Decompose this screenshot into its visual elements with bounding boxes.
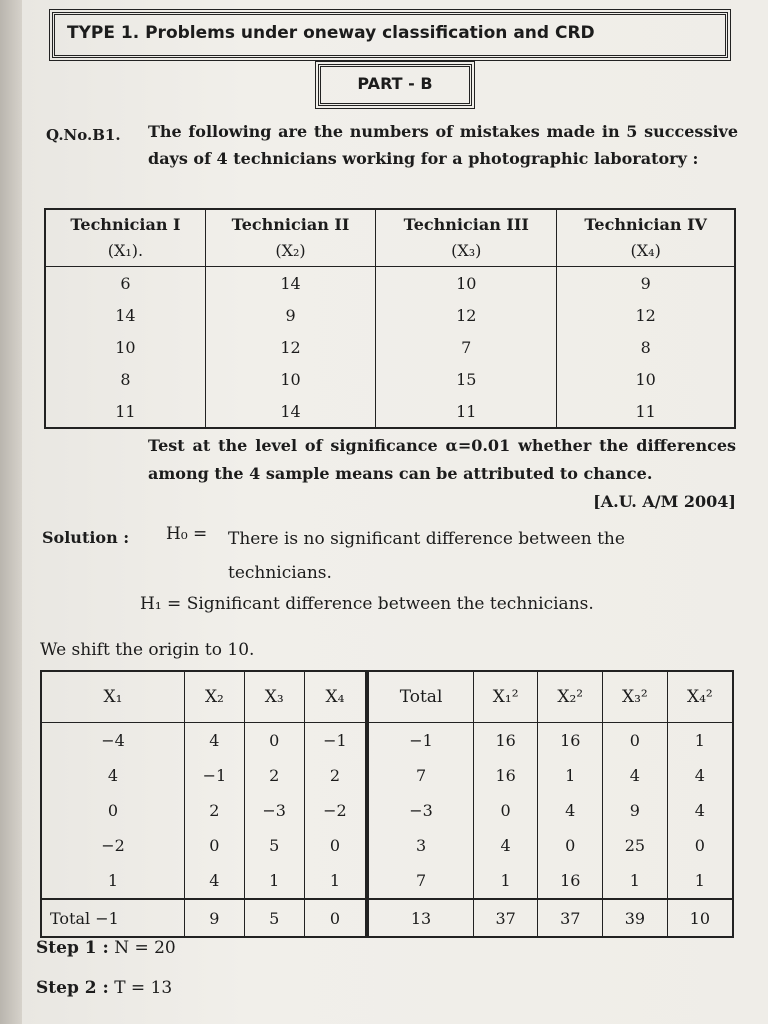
table-cell: 11 xyxy=(557,395,735,428)
table-cell: 37 xyxy=(473,899,538,937)
table-cell: 16 xyxy=(538,863,603,899)
header-name: Technician II xyxy=(231,215,350,234)
table-cell: −3 xyxy=(367,793,473,828)
table-row xyxy=(45,331,735,363)
test-instruction xyxy=(148,432,736,516)
table2-header-cell: X₁² xyxy=(473,671,538,723)
table-cell: 4 xyxy=(185,863,245,899)
h0-symbol: H₀ = xyxy=(166,524,208,544)
question-text: The following are the numbers of mistakes made in 5 successive days of 4 technicians working for a photographic laboratory : xyxy=(148,122,738,168)
table-cell: 10 xyxy=(557,363,735,395)
table-cell: 4 xyxy=(667,793,733,828)
table-cell: 10 xyxy=(115,337,136,357)
step-2 xyxy=(36,978,172,998)
table-cell: 10 xyxy=(667,899,733,937)
table-cell: 14 xyxy=(115,305,136,325)
table-cell: 1 xyxy=(538,758,603,793)
table-cell: 12 xyxy=(205,331,375,363)
table-cell: 0 xyxy=(603,723,668,759)
table-cell: 9 xyxy=(185,899,245,937)
header-technician-2 xyxy=(205,209,375,267)
table-cell: −1 xyxy=(367,723,473,759)
table-cell: 9 xyxy=(603,793,668,828)
table-row xyxy=(45,363,735,395)
table-cell: 4 xyxy=(667,758,733,793)
table-cell: 1 xyxy=(667,723,733,759)
table-cell: 5 xyxy=(244,828,304,863)
table2-header-cell: X₄ xyxy=(304,671,367,723)
table-cell: 8 xyxy=(557,331,735,363)
table-cell: 15 xyxy=(376,363,557,395)
table2-header-cell: X₂² xyxy=(538,671,603,723)
table-cell: 0 xyxy=(185,828,245,863)
table-row xyxy=(45,267,735,300)
table-cell: 0 xyxy=(107,801,119,820)
technician-mistakes-table xyxy=(44,208,736,429)
table-cell: 0 xyxy=(538,828,603,863)
table-header-row xyxy=(45,209,735,267)
table-cell: 0 xyxy=(304,899,367,937)
solution-label: Solution : xyxy=(42,528,130,547)
header-var: (X₁). xyxy=(107,241,144,260)
table-row xyxy=(45,299,735,331)
table-cell: 12 xyxy=(376,299,557,331)
table-cell: 7 xyxy=(376,331,557,363)
table-cell: 3 xyxy=(367,828,473,863)
step-1 xyxy=(36,938,176,958)
table2-header-cell: X₃ xyxy=(244,671,304,723)
total-row xyxy=(41,899,733,937)
table-row xyxy=(41,758,733,793)
table2-body xyxy=(41,723,733,938)
table-cell: 4 xyxy=(603,758,668,793)
table-cell: 7 xyxy=(367,863,473,899)
table-cell: 4 xyxy=(538,793,603,828)
book-spine-shadow xyxy=(0,0,22,1024)
table1-body xyxy=(45,267,735,429)
table-cell: −2 xyxy=(101,836,125,855)
step-label: Step 1 : xyxy=(36,938,109,958)
shifted-values-table xyxy=(40,670,734,938)
header-technician-4 xyxy=(557,209,735,267)
table-cell: 14 xyxy=(205,267,375,300)
table-cell: 10 xyxy=(376,267,557,300)
table-cell: 4 xyxy=(107,766,119,785)
table-cell: 1 xyxy=(107,871,119,890)
table-cell: 9 xyxy=(205,299,375,331)
table-cell: 11 xyxy=(115,401,136,421)
test-text: Test at the level of significance α=0.01 whether the differences among the 4 sample means can be attributed to chance. xyxy=(148,436,736,483)
table-cell: 2 xyxy=(244,758,304,793)
table-cell: 6 xyxy=(120,273,131,293)
table-cell: 0 xyxy=(473,793,538,828)
book-page xyxy=(22,0,768,1024)
table-cell: 14 xyxy=(205,395,375,428)
table-cell: 1 xyxy=(667,863,733,899)
table2-header-cell: Total xyxy=(367,671,473,723)
table-cell: 10 xyxy=(205,363,375,395)
header-name: Technician I xyxy=(70,215,181,234)
table2-header-cell: X₄² xyxy=(667,671,733,723)
exam-reference: [A.U. A/M 2004] xyxy=(593,492,736,511)
table2-header-cell: X₃² xyxy=(603,671,668,723)
table-cell: 0 xyxy=(667,828,733,863)
question-number: Q.No.B1. xyxy=(46,126,121,144)
table2-header-cell: X₂ xyxy=(185,671,245,723)
table-cell: 2 xyxy=(304,758,367,793)
table-cell: 1 xyxy=(244,863,304,899)
table-row xyxy=(41,793,733,828)
table-row xyxy=(41,723,733,759)
header-var: (X₄) xyxy=(630,241,661,260)
table2-header-row xyxy=(41,671,733,723)
table-cell: −2 xyxy=(304,793,367,828)
table-cell: −1 xyxy=(304,723,367,759)
header-technician-1 xyxy=(45,209,205,267)
header-technician-3 xyxy=(376,209,557,267)
table-cell: 9 xyxy=(557,267,735,300)
table-cell: 16 xyxy=(473,723,538,759)
header-var: (X₃) xyxy=(451,241,482,260)
table-cell: 37 xyxy=(538,899,603,937)
table-row xyxy=(45,395,735,428)
table-cell: 16 xyxy=(538,723,603,759)
table-cell: 5 xyxy=(244,899,304,937)
table-cell: 39 xyxy=(603,899,668,937)
table-cell: 2 xyxy=(185,793,245,828)
header-name: Technician IV xyxy=(584,215,707,234)
step-text: N = 20 xyxy=(114,938,176,958)
table-cell: 8 xyxy=(120,369,131,389)
shift-origin-text: We shift the origin to 10. xyxy=(40,640,255,660)
table-cell: 25 xyxy=(603,828,668,863)
type-heading-box xyxy=(52,12,728,58)
table-cell: 0 xyxy=(244,723,304,759)
table-cell: 7 xyxy=(367,758,473,793)
h1-text: Significant difference between the technicians. xyxy=(186,594,594,614)
table-cell: 11 xyxy=(376,395,557,428)
part-label: PART - B xyxy=(318,64,472,106)
table-cell: −3 xyxy=(244,793,304,828)
table-cell: −1 xyxy=(185,758,245,793)
table-cell: −4 xyxy=(101,731,125,750)
table-cell: 12 xyxy=(557,299,735,331)
step-text: T = 13 xyxy=(114,978,173,998)
header-name: Technician III xyxy=(403,215,529,234)
h0-text: There is no significant difference between the technicians. xyxy=(228,529,625,583)
table-row xyxy=(41,828,733,863)
table-cell: 1 xyxy=(473,863,538,899)
h1-symbol: H₁ = xyxy=(140,594,182,614)
header-var: (X₂) xyxy=(275,241,306,260)
table-cell: 4 xyxy=(473,828,538,863)
table-cell: Total −1 xyxy=(41,899,185,937)
table-cell: 4 xyxy=(185,723,245,759)
table-cell: 16 xyxy=(473,758,538,793)
type-title: TYPE 1. Problems under oneway classification and CRD xyxy=(67,23,595,43)
table-cell: 1 xyxy=(603,863,668,899)
table-row xyxy=(41,863,733,899)
h1-statement xyxy=(140,594,594,614)
table-cell: 13 xyxy=(367,899,473,937)
table-cell: 1 xyxy=(304,863,367,899)
step-label: Step 2 : xyxy=(36,978,109,998)
table-cell: 0 xyxy=(304,828,367,863)
table2-header-cell: X₁ xyxy=(41,671,185,723)
